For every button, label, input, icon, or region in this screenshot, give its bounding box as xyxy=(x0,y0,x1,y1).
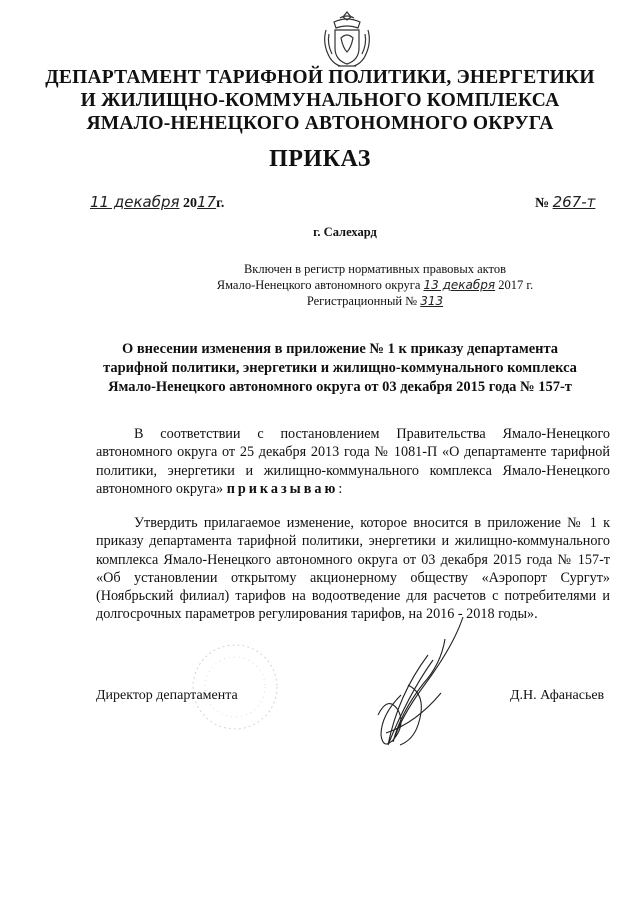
department-header xyxy=(40,66,600,135)
signer-name: Д.Н. Афанасьев xyxy=(510,688,605,703)
order-number xyxy=(535,193,595,212)
order-subject xyxy=(80,340,600,397)
handwritten-number: 267-т xyxy=(552,193,596,211)
subject-line-2: тарифной политики, энергетики и жилищно-коммунального комплекса xyxy=(103,360,577,376)
register-line-2-suffix: 2017 г. xyxy=(498,278,534,292)
year-suffix: г. xyxy=(216,196,225,211)
preamble-paragraph xyxy=(96,425,610,498)
header-line-1: ДЕПАРТАМЕНТ ТАРИФНОЙ ПОЛИТИКИ, ЭНЕРГЕТИКИ xyxy=(45,67,595,88)
signer-title: Директор департамента xyxy=(96,688,238,703)
order-title: ПРИКАЗ xyxy=(269,146,371,172)
order-date xyxy=(90,193,224,212)
operative-paragraph: Утвердить прилагаемое изменение, которое вносится в приложение № 1 к приказу департамента тарифной политики, энергетики и жилищно-коммунального комплекса Ямало-Ненецкого автономного округа от 03 декабря 2015 года № 157-т «Об установлении открытому акционерному обществу «Аэропорт Сургут» (Ноябрьский филиал) тарифов на водоотведение для расчетов с потребителями и долгосрочных параметров регулирования тарифов, на 2016 - 2018 годы». xyxy=(96,515,610,623)
register-line-2 xyxy=(190,277,560,293)
header-line-2: И ЖИЛИЩНО-КОММУНАЛЬНОГО КОМПЛЕКСА xyxy=(80,90,560,111)
preamble-end: : xyxy=(338,480,343,497)
register-line-3 xyxy=(190,293,560,309)
register-note xyxy=(190,261,560,309)
register-handwritten-number: 313 xyxy=(420,294,444,308)
city: г. Салехард xyxy=(313,225,377,239)
handwritten-signature xyxy=(368,615,508,755)
subject-line-1: О внесении изменения в приложение № 1 к приказу департамента xyxy=(121,341,559,357)
order-verb: приказываю xyxy=(226,480,339,497)
header-line-3: ЯМАЛО-НЕНЕЦКОГО АВТОНОМНОГО ОКРУГА xyxy=(86,113,554,134)
handwritten-year: 17 xyxy=(197,193,217,211)
coat-of-arms-icon xyxy=(318,8,376,70)
handwritten-date: 11 декабря xyxy=(90,193,180,211)
year-prefix: 20 xyxy=(183,196,198,211)
subject-line-3: Ямало-Ненецкого автономного округа от 03 декабря 2015 года № 157-т xyxy=(108,379,572,395)
register-line-1: Включен в регистр нормативных правовых актов xyxy=(243,262,507,276)
number-label: № xyxy=(535,196,550,211)
register-number-label: Регистрационный № xyxy=(306,294,418,308)
register-line-2-prefix: Ямало-Ненецкого автономного округа xyxy=(216,278,421,292)
register-handwritten-date: 13 декабря xyxy=(423,278,496,292)
preamble-text: В соответствии с постановлением Правительства Ямало-Ненецкого автономного округа от 25 декабря 2013 года № 1081-П «О департаменте тарифной политики, энергетики и жилищно-коммунального комплекса Ямало-Ненецкого автономного округа» xyxy=(96,426,610,497)
